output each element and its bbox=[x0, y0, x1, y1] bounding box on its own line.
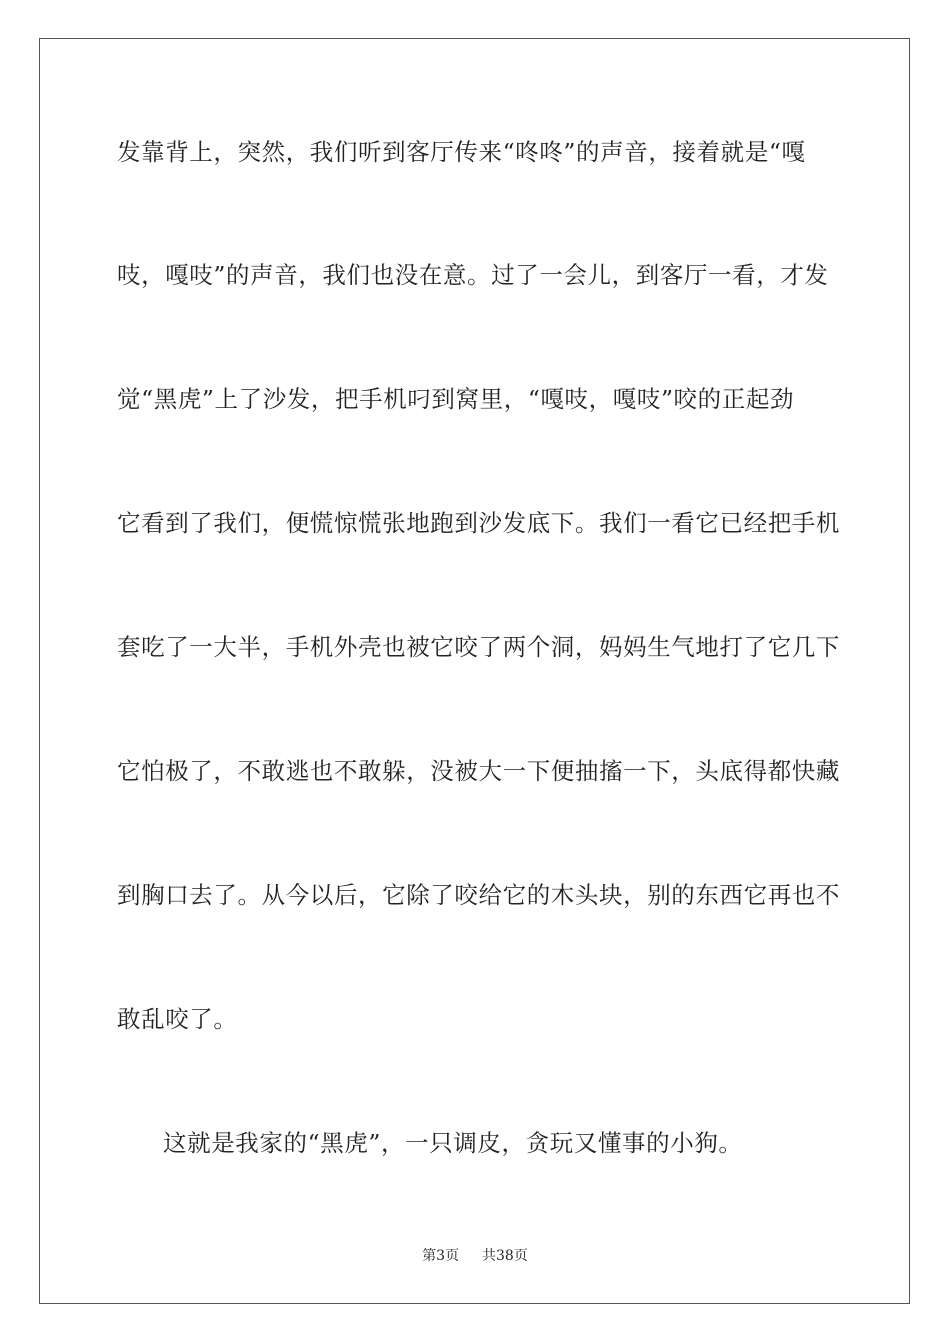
text-line-8: 敢乱咬了。 bbox=[117, 1005, 238, 1033]
page-footer bbox=[0, 1247, 950, 1265]
text-line-3: 觉“黑虎”上了沙发，把手机叼到窝里，“嘎吱，嘎吱”咬的正起劲 bbox=[117, 385, 795, 413]
closing-paragraph: 这就是我家的“黑虎”，一只调皮，贪玩又懂事的小狗。 bbox=[163, 1129, 743, 1157]
text-line-5: 套吃了一大半，手机外壳也被它咬了两个洞，妈妈生气地打了它几下 bbox=[117, 633, 840, 661]
text-line-6: 它怕极了，不敢逃也不敢躲，没被大一下便抽搐一下，头底得都快藏 bbox=[117, 757, 840, 785]
text-line-4: 它看到了我们，便慌惊慌张地跑到沙发底下。我们一看它已经把手机 bbox=[117, 509, 840, 537]
text-line-1: 发靠背上，突然，我们听到客厅传来“咚咚”的声音，接着就是“嘎 bbox=[117, 138, 806, 166]
page-number-current: 第3页 bbox=[422, 1248, 460, 1264]
page-border bbox=[39, 38, 910, 1304]
page-number-total: 共38页 bbox=[482, 1248, 528, 1264]
text-line-2: 吱，嘎吱”的声音，我们也没在意。过了一会儿，到客厅一看，才发 bbox=[117, 261, 829, 289]
text-line-7: 到胸口去了。从今以后，它除了咬给它的木头块，别的东西它再也不 bbox=[117, 881, 840, 909]
